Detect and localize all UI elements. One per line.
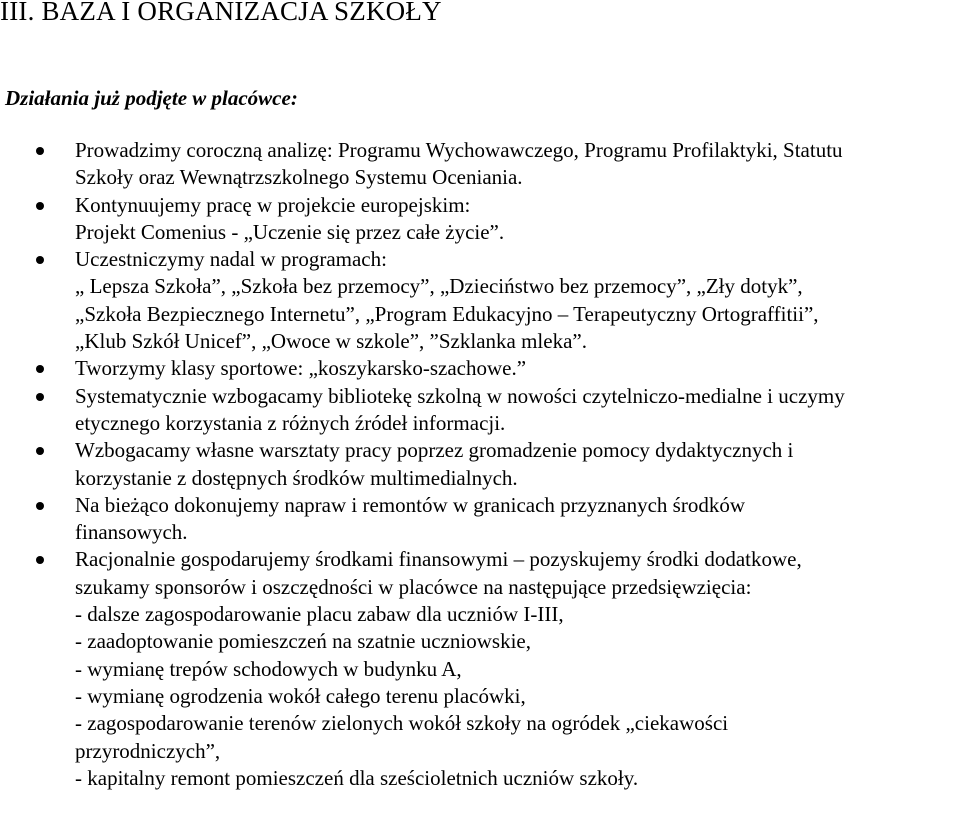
- list-item-line: Racjonalnie gospodarujemy środkami finansowymi – pozyskujemy środki dodatkowe,: [75, 547, 802, 572]
- bullet-icon: [36, 365, 44, 373]
- list-item: [0, 437, 960, 492]
- list-item-line: - zagospodarowanie terenów zielonych wokół szkoły na ogródek „ciekawości: [75, 711, 729, 736]
- list-item-line: „Szkoła Bezpiecznego Internetu”, „Program Edukacyjno – Terapeutyczny Ortograffitii”,: [75, 301, 819, 326]
- list-item: [0, 383, 960, 438]
- list-item: [0, 492, 960, 547]
- list-item-line: Tworzymy klasy sportowe: „koszykarsko-szachowe.”: [75, 356, 527, 381]
- list-item-line: Uczestniczymy nadal w programach:: [75, 247, 387, 272]
- bullet-icon: [36, 202, 44, 210]
- list-item-line: - wymianę trepów schodowych w budynku A,: [75, 656, 462, 681]
- list-item-line: Systematycznie wzbogacamy bibliotekę szkolną w nowości czytelniczo-medialne i uczymy: [75, 383, 845, 408]
- list-item-line: przyrodniczych”,: [75, 738, 221, 763]
- bullet-icon: [36, 393, 44, 401]
- list-item-line: - dalsze zagospodarowanie placu zabaw dla uczniów I-III,: [75, 602, 564, 627]
- bullet-icon: [36, 502, 44, 510]
- list-item-line: - wymianę ogrodzenia wokół całego terenu placówki,: [75, 683, 526, 708]
- list-item-line: „ Lepsza Szkoła”, „Szkoła bez przemocy”, „Dzieciństwo bez przemocy”, „Zły dotyk”,: [75, 274, 803, 299]
- list-item-line: Kontynuujemy pracę w projekcie europejskim:: [75, 192, 471, 217]
- list-item: [0, 137, 960, 192]
- actions-list: [0, 137, 960, 792]
- list-item-line: Projekt Comenius - „Uczenie się przez całe życie”.: [75, 219, 505, 244]
- list-item-line: Wzbogacamy własne warsztaty pracy poprzez gromadzenie pomocy dydaktycznych i: [75, 438, 794, 463]
- list-item-line: Prowadzimy coroczną analizę: Programu Wychowawczego, Programu Profilaktyki, Statutu: [75, 138, 843, 162]
- bullet-icon: [36, 147, 44, 155]
- list-item: [0, 246, 960, 355]
- list-item-line: - zaadoptowanie pomieszczeń na szatnie uczniowskie,: [75, 629, 531, 654]
- list-item: [0, 192, 960, 247]
- section-subheading: Działania już podjęte w placówce:: [5, 86, 298, 110]
- list-item-line: finansowych.: [75, 520, 188, 545]
- list-item-line: szukamy sponsorów i oszczędności w placówce na następujące przedsięwzięcia:: [75, 574, 752, 599]
- list-item-line: Szkoły oraz Wewnątrzszkolnego Systemu Oceniania.: [75, 165, 523, 190]
- list-item-line: Na bieżąco dokonujemy napraw i remontów w granicach przyznanych środków: [75, 492, 746, 517]
- bullet-icon: [36, 556, 44, 564]
- list-item: [0, 546, 960, 792]
- list-item-line: - kapitalny remont pomieszczeń dla sześcioletnich uczniów szkoły.: [75, 765, 639, 790]
- bullet-icon: [36, 256, 44, 264]
- list-item-line: etycznego korzystania z różnych źródeł informacji.: [75, 410, 506, 435]
- section-heading: III. BAZA I ORGANIZACJA SZKOŁY: [0, 0, 442, 26]
- bullet-icon: [36, 447, 44, 455]
- list-item-line: „Klub Szkół Unicef”, „Owoce w szkole”, ”Szklanka mleka”.: [75, 329, 587, 354]
- list-item-line: korzystanie z dostępnych środków multimedialnych.: [75, 465, 518, 490]
- list-item: [0, 355, 960, 382]
